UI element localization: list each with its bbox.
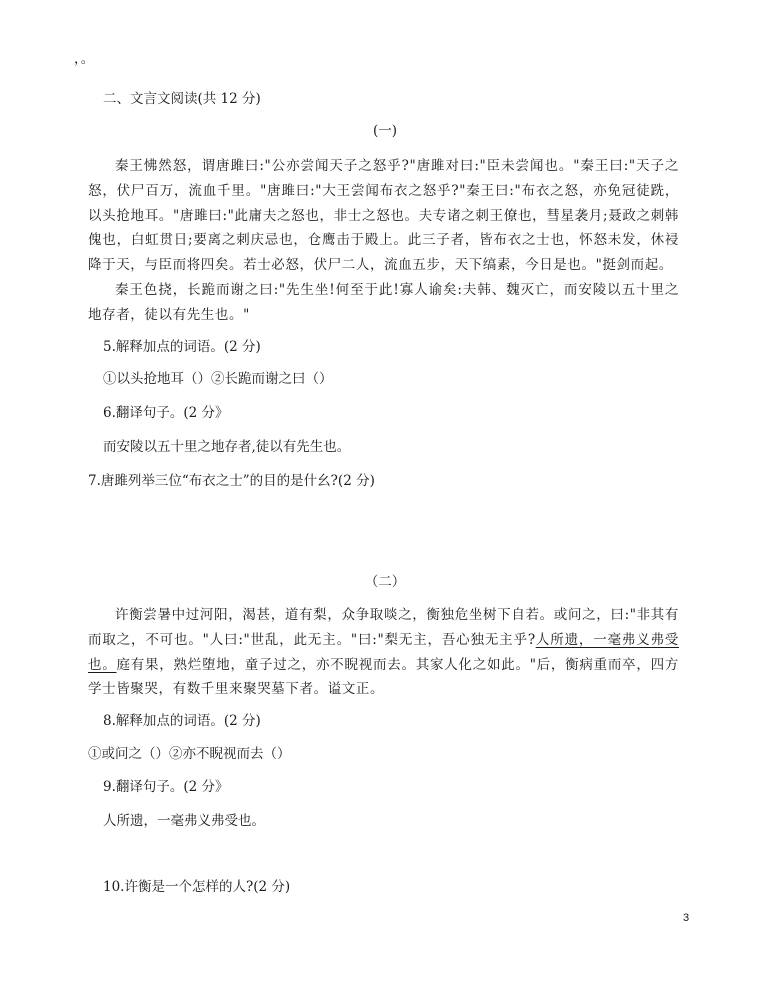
underlined-sentence: 人所遗，一毫弗义弗受也。 [88, 631, 680, 673]
part1-title: (一) [372, 123, 398, 139]
part2-paragraph [88, 603, 679, 702]
page-number: 3 [683, 912, 690, 924]
top-marks: ，。 [74, 51, 95, 67]
question-8-items: ①或问之（）②亦不睨视而去（） [88, 746, 291, 762]
part2-title: （二） [364, 574, 406, 590]
part2-paragraph-start: 许衡尝暑中过河阳，渴甚，道有梨，众争取啖之，衡独危坐树下自若。或问之，曰:"非其有而取之，不可也。"人曰:"世乱，此无主。"曰:"梨无主，吾心独无主乎? [88, 607, 679, 648]
question-6-sentence: 而安陵以五十里之地存者,徒以有先生也。 [103, 439, 351, 455]
question-9-sentence: 人所遗，一毫弗义弗受也。 [103, 813, 265, 829]
section-heading: 二、文言文阅读(共 12 分) [103, 91, 261, 107]
question-10: 10.许衡是一个怎样的人?(2 分) [103, 879, 291, 895]
part1-paragraph-2: 秦王色挠，长跪而谢之曰:"先生坐!何至于此!寡人谕矣:夫韩、魏灭亡，而安陵以五十里之地存者，徒以有先生也。" [88, 282, 679, 323]
question-5: 5.解释加点的词语。(2 分) [103, 339, 261, 355]
part2-paragraph-end: 庭有果，熟烂堕地，童子过之，亦不睨视而去。其家人化之如此。"后，衡病重而卒，四方学士皆聚哭，有数千里来聚哭墓下者。谥文正。 [88, 656, 679, 698]
question-7: 7.唐雎列举三位“布衣之士”的目的是什幺?(2 分) [88, 473, 375, 489]
question-9: 9.翻译句子。(2 分》 [103, 779, 229, 795]
part1-paragraph-1: 秦王怫然怒，谓唐雎曰:"公亦尝闻天子之怒乎?"唐雎对曰:"臣未尝闻也。"秦王曰:"天子之怒，伏尸百万，流血千里。"唐雎曰:"大王尝闻布衣之怒乎?"秦王曰:"布衣之怒，亦免冠徒跣，以头抢地耳。"唐雎曰:"此庸夫之怒也，非士之怒也。夫专诸之刺王僚也，彗星袭月;聂政之刺韩傀也，白虹贯日;要离之刺庆忌也，仓鹰击于殿上。此三子者，皆布衣之士也，怀怒未发，休祲降于天，与臣而将四矣。若士必怒，伏尸二人，流血五步，天下缟素，今日是也。"挺剑而起。 [88, 158, 679, 274]
question-5-items: ①以头抢地耳（）②长跪而谢之曰（） [103, 371, 333, 387]
question-8: 8.解释加点的词语。(2 分) [103, 713, 261, 729]
question-6: 6.翻译句子。(2 分》 [103, 405, 229, 421]
